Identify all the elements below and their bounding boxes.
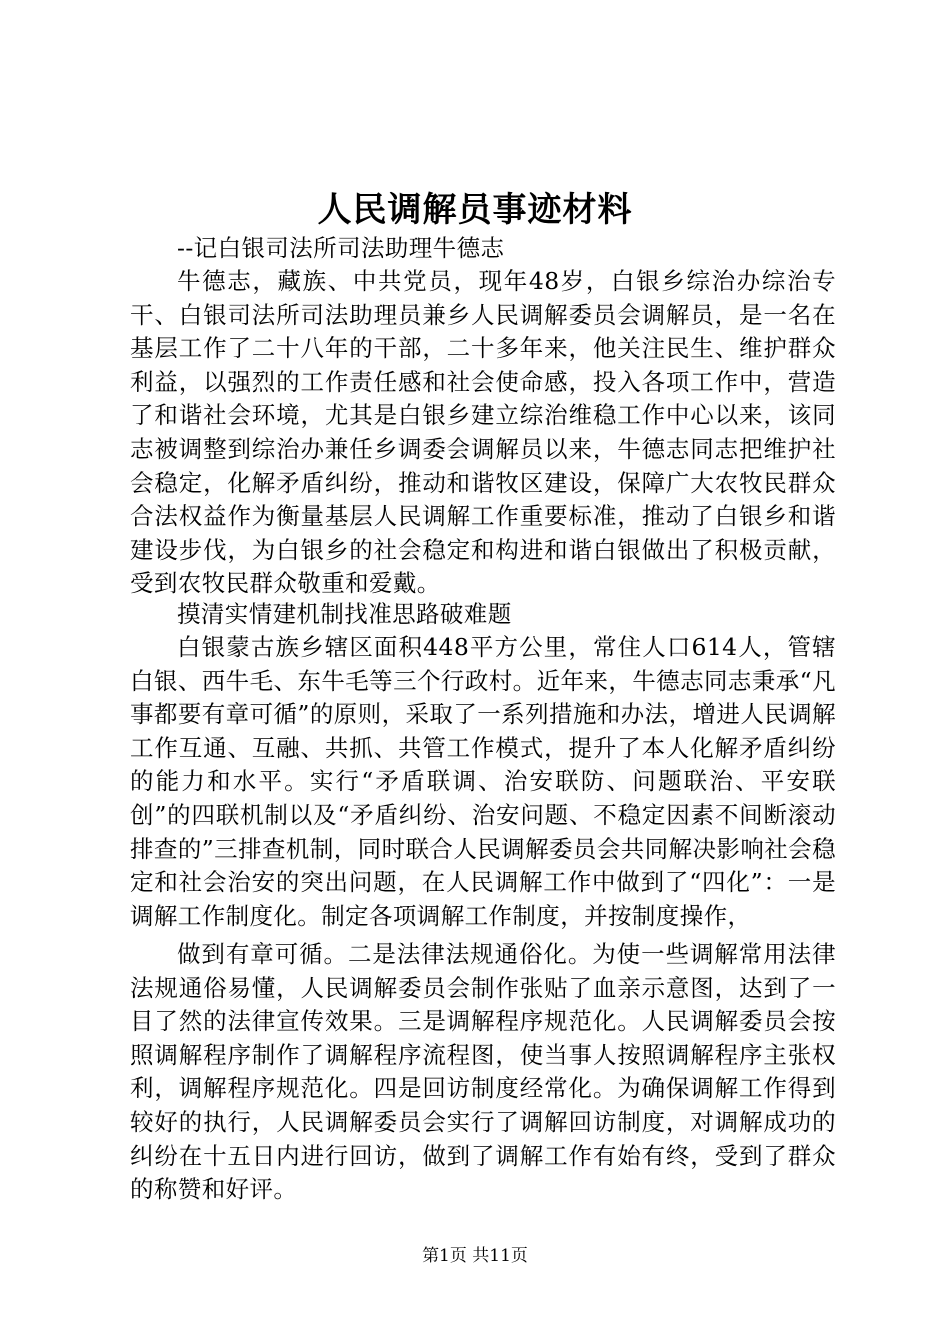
paragraph-body-continued: 做到有章可循。二是法律法规通俗化。为使一些调解常用法律法规通俗易懂，人民调解委员会制作张贴了血亲示意图，达到了一目了然的法律宣传效果。三是调解程序规范化。人民调解委员会按照调解程序制作了调解程序流程图，使当事人按照调解程序主张权利，调解程序规范化。四是回访制度经常化。为确保调解工作得到较好的执行，人民调解委员会实行了调解回访制度，对调解成功的纠纷在十五日内进行回访，做到了调解工作有始有终，受到了群众的称赞和好评。 — [130, 940, 836, 1204]
paragraph-body: 白银蒙古族乡辖区面积448平方公里，常住人口614人，管辖白银、西牛毛、东牛毛等三个行政村。近年来，牛德志同志秉承“凡事都要有章可循”的原则，采取了一系列措施和办法，增进人民调解工作互通、互融、共抓、共管工作模式，提升了本人化解矛盾纠纷的能力和水平。实行“矛盾联调、治安联防、问题联治、平安联创”的四联机制以及“矛盾纠纷、治安问题、不稳定因素不间断滚动排查的”三排查机制，同时联合人民调解委员会共同解决影响社会稳定和社会治安的突出问题，在人民调解工作中做到了“四化”：一是调解工作制度化。制定各项调解工作制度，并按制度操作， — [130, 633, 836, 930]
document-title: 人民调解员事迹材料 — [317, 190, 633, 230]
section-heading: 摸清实情建机制找准思路破难题 — [177, 600, 512, 628]
page-number-footer: 第1页 共11页 — [422, 1246, 528, 1266]
paragraph-intro: 牛德志，藏族、中共党员，现年48岁，白银乡综治办综治专干、白银司法所司法助理员兼乡人民调解委员会调解员，是一名在基层工作了二十八年的干部，二十多年来，他关注民生、维护群众利益，以强烈的工作责任感和社会使命感，投入各项工作中，营造了和谐社会环境，尤其是白银乡建立综治维稳工作中心以来，该同志被调整到综治办兼任乡调委会调解员以来，牛德志同志把维护社会稳定，化解矛盾纠纷，推动和谐牧区建设，保障广大农牧民群众合法权益作为衡量基层人民调解工作重要标准，推动了白银乡和谐建设步伐，为白银乡的社会稳定和构进和谐白银做出了积极贡献，受到农牧民群众敬重和爱戴。 — [130, 267, 836, 598]
document-subtitle: --记白银司法所司法助理牛德志 — [177, 234, 505, 262]
